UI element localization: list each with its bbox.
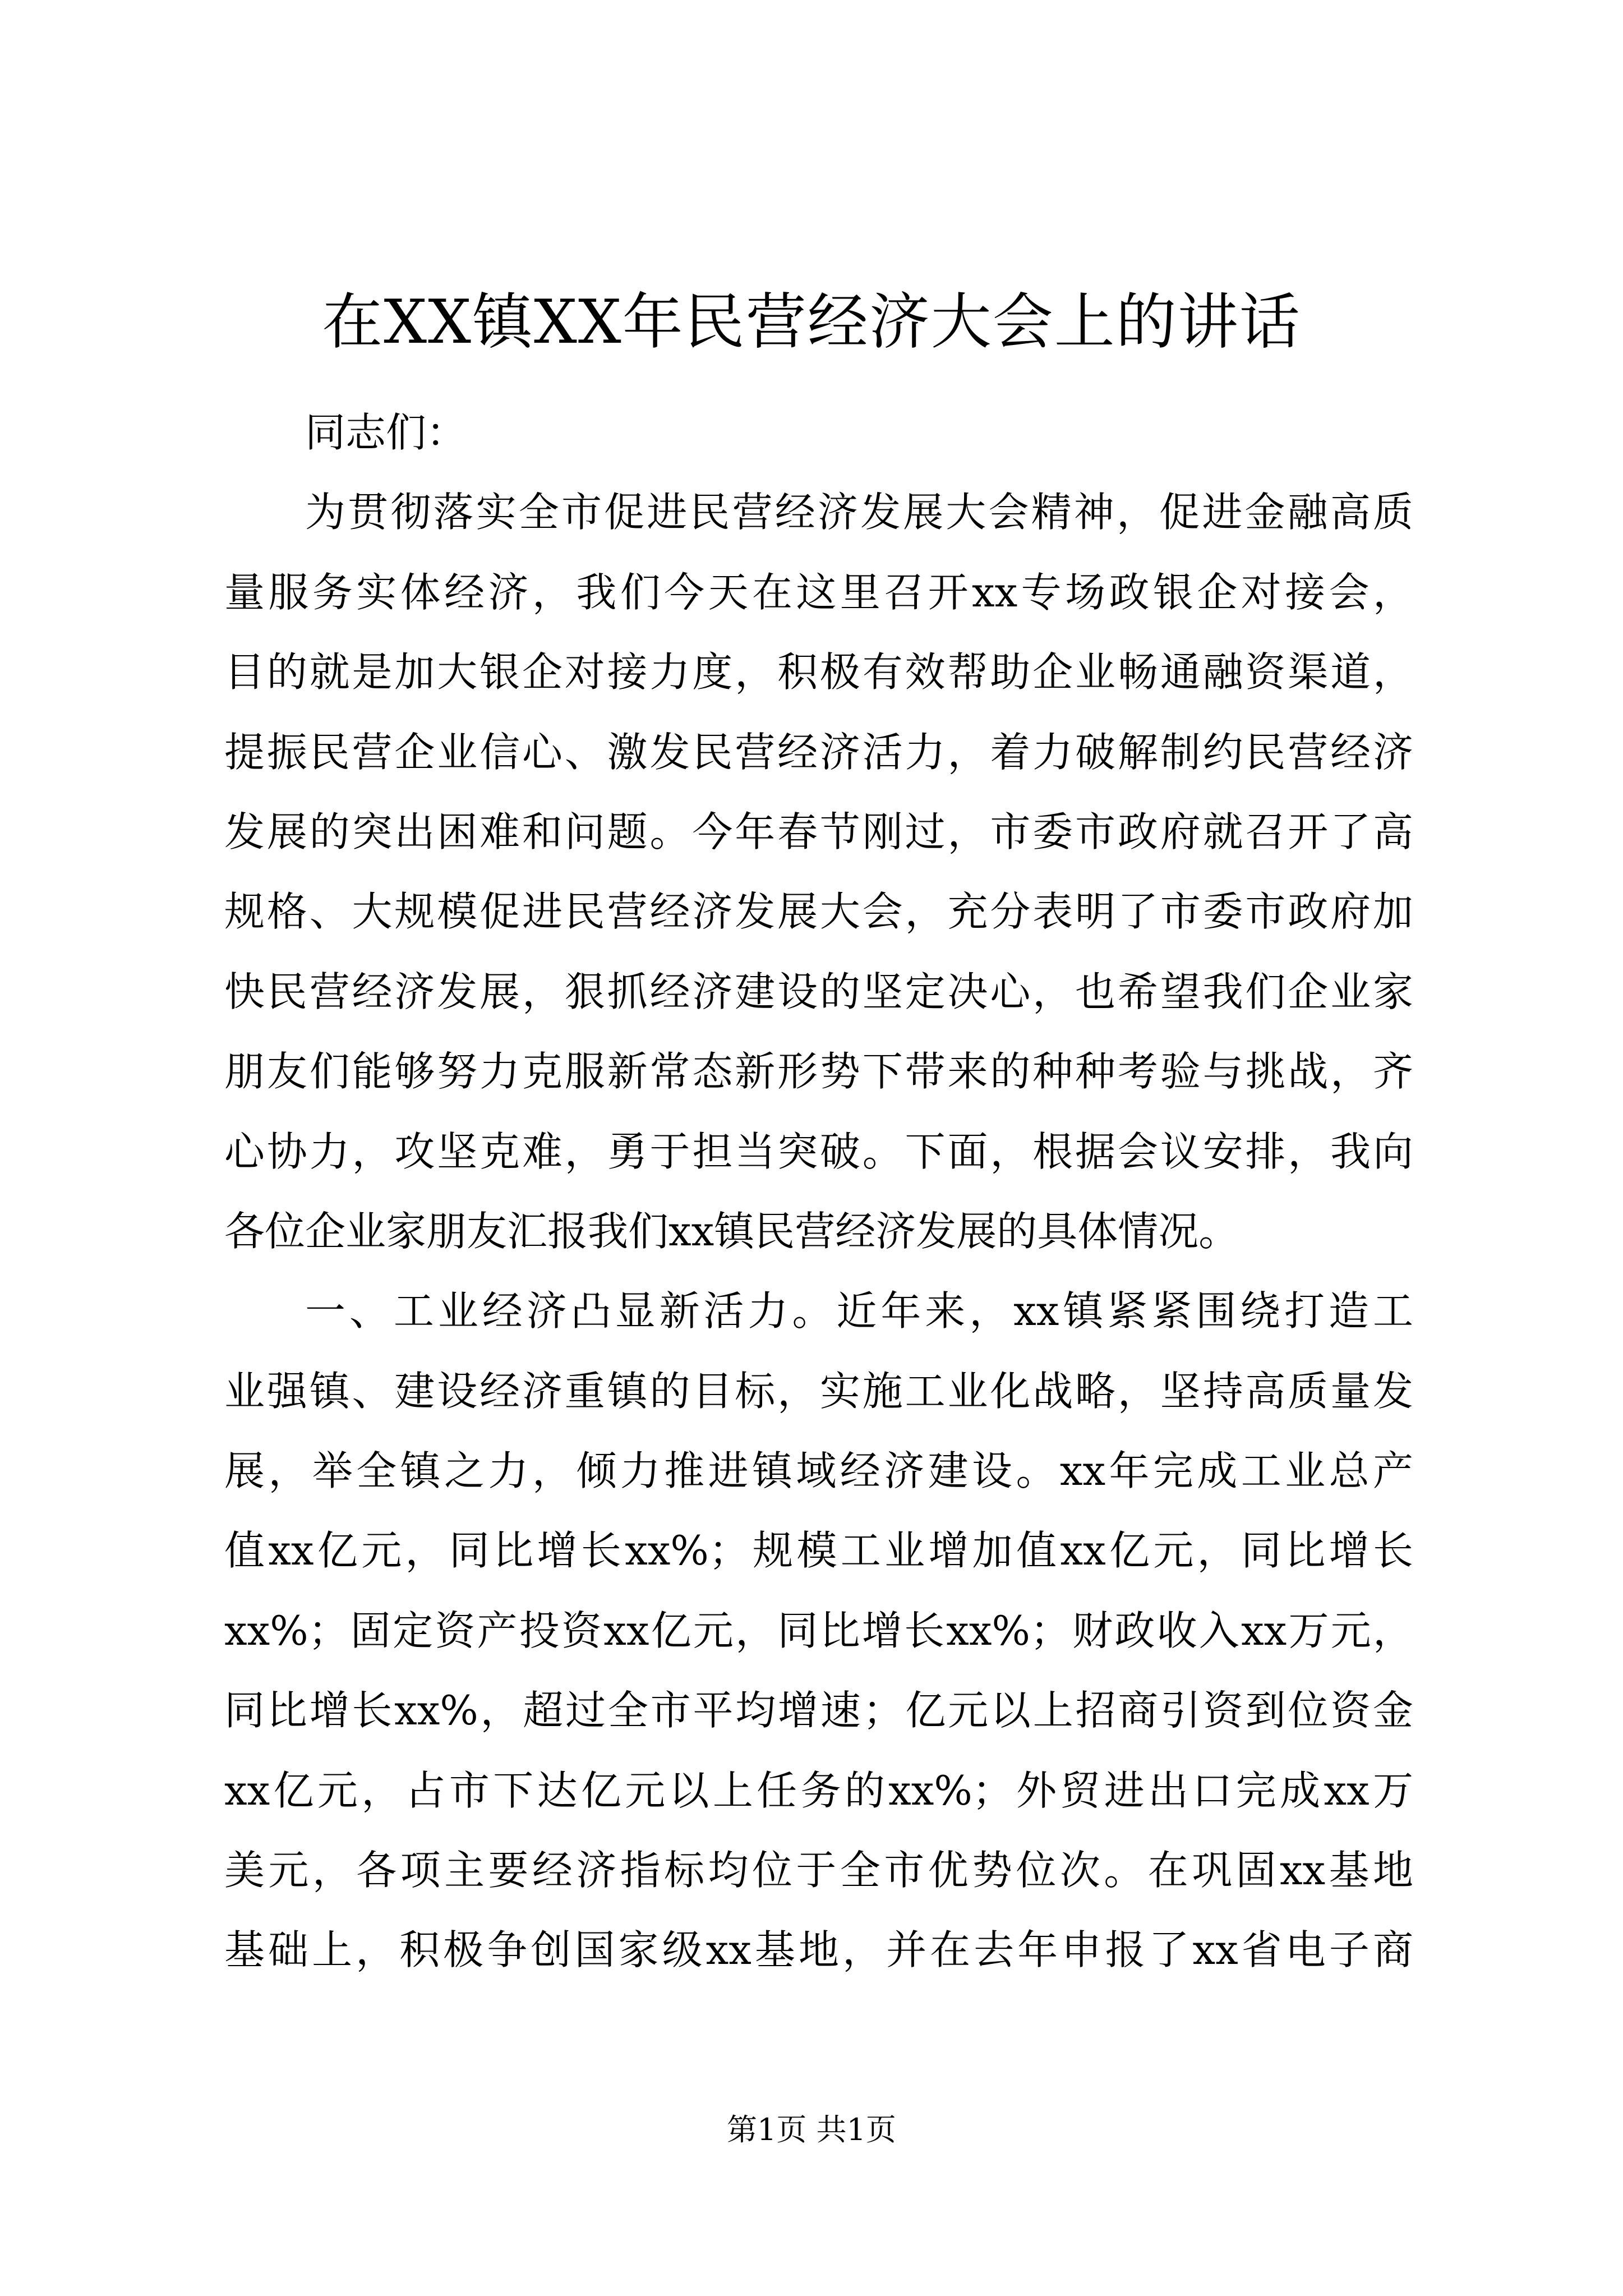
paragraph-1-line-7: 快民营经济发展，狠抓经济建设的坚定决心，也希望我们企业家 [224,968,1413,1015]
paragraph-2-line-3: 展，举全镇之力，倾力推进镇域经济建设。xx年完成工业总产 [224,1447,1413,1495]
document-title: 在XX镇XX年民营经济大会上的讲话 [322,287,1301,357]
paragraph-2-line-1: 一、工业经济凸显新活力。近年来，xx镇紧紧围绕打造工 [305,1287,1413,1335]
paragraph-2-line-5: xx%；固定资产投资xx亿元，同比增长xx%；财政收入xx万元， [224,1607,1413,1654]
document-body [224,393,1413,1990]
paragraph-1-line-10: 各位企业家朋友汇报我们xx镇民营经济发展的具体情况。 [224,1207,1239,1255]
paragraph-2-line-4: 值xx亿元，同比增长xx%；规模工业增加值xx亿元，同比增长 [224,1527,1413,1575]
paragraph-1-line-3: 目的就是加大银企对接力度，积极有效帮助企业畅通融资渠道， [224,648,1413,696]
paragraph-1-line-6: 规格、大规模促进民营经济发展大会，充分表明了市委市政府加 [224,888,1413,936]
paragraph-2-line-2: 业强镇、建设经济重镇的目标，实施工业化战略，坚持高质量发 [224,1367,1413,1415]
paragraph-1-line-4: 提振民营企业信心、激发民营经济活力，着力破解制约民营经济 [224,728,1413,776]
paragraph-1-line-9: 心协力，攻坚克难，勇于担当突破。下面，根据会议安排，我向 [224,1128,1413,1175]
paragraph-1-line-2: 量服务实体经济，我们今天在这里召开xx专场政银企对接会， [224,568,1413,616]
paragraph-1-line-8: 朋友们能够努力克服新常态新形势下带来的种种考验与挑战，齐 [224,1048,1413,1096]
page-footer: 第1页 共1页 [727,2112,896,2147]
paragraph-2-line-9: 基础上，积极争创国家级xx基地，并在去年申报了xx省电子商 [224,1926,1413,1974]
paragraph-2-line-8: 美元，各项主要经济指标均位于全市优势位次。在巩固xx基地 [224,1847,1413,1894]
paragraph-1-line-1: 为贯彻落实全市促进民营经济发展大会精神，促进金融高质 [305,489,1413,536]
paragraph-2-line-6: 同比增长xx%，超过全市平均增速；亿元以上招商引资到位资金 [224,1687,1413,1734]
salutation-line: 同志们： [305,409,467,456]
paragraph-2-line-7: xx亿元，占市下达亿元以上任务的xx%；外贸进出口完成xx万 [224,1766,1413,1814]
paragraph-1-line-5: 发展的突出困难和问题。今年春节刚过，市委市政府就召开了高 [224,808,1413,855]
